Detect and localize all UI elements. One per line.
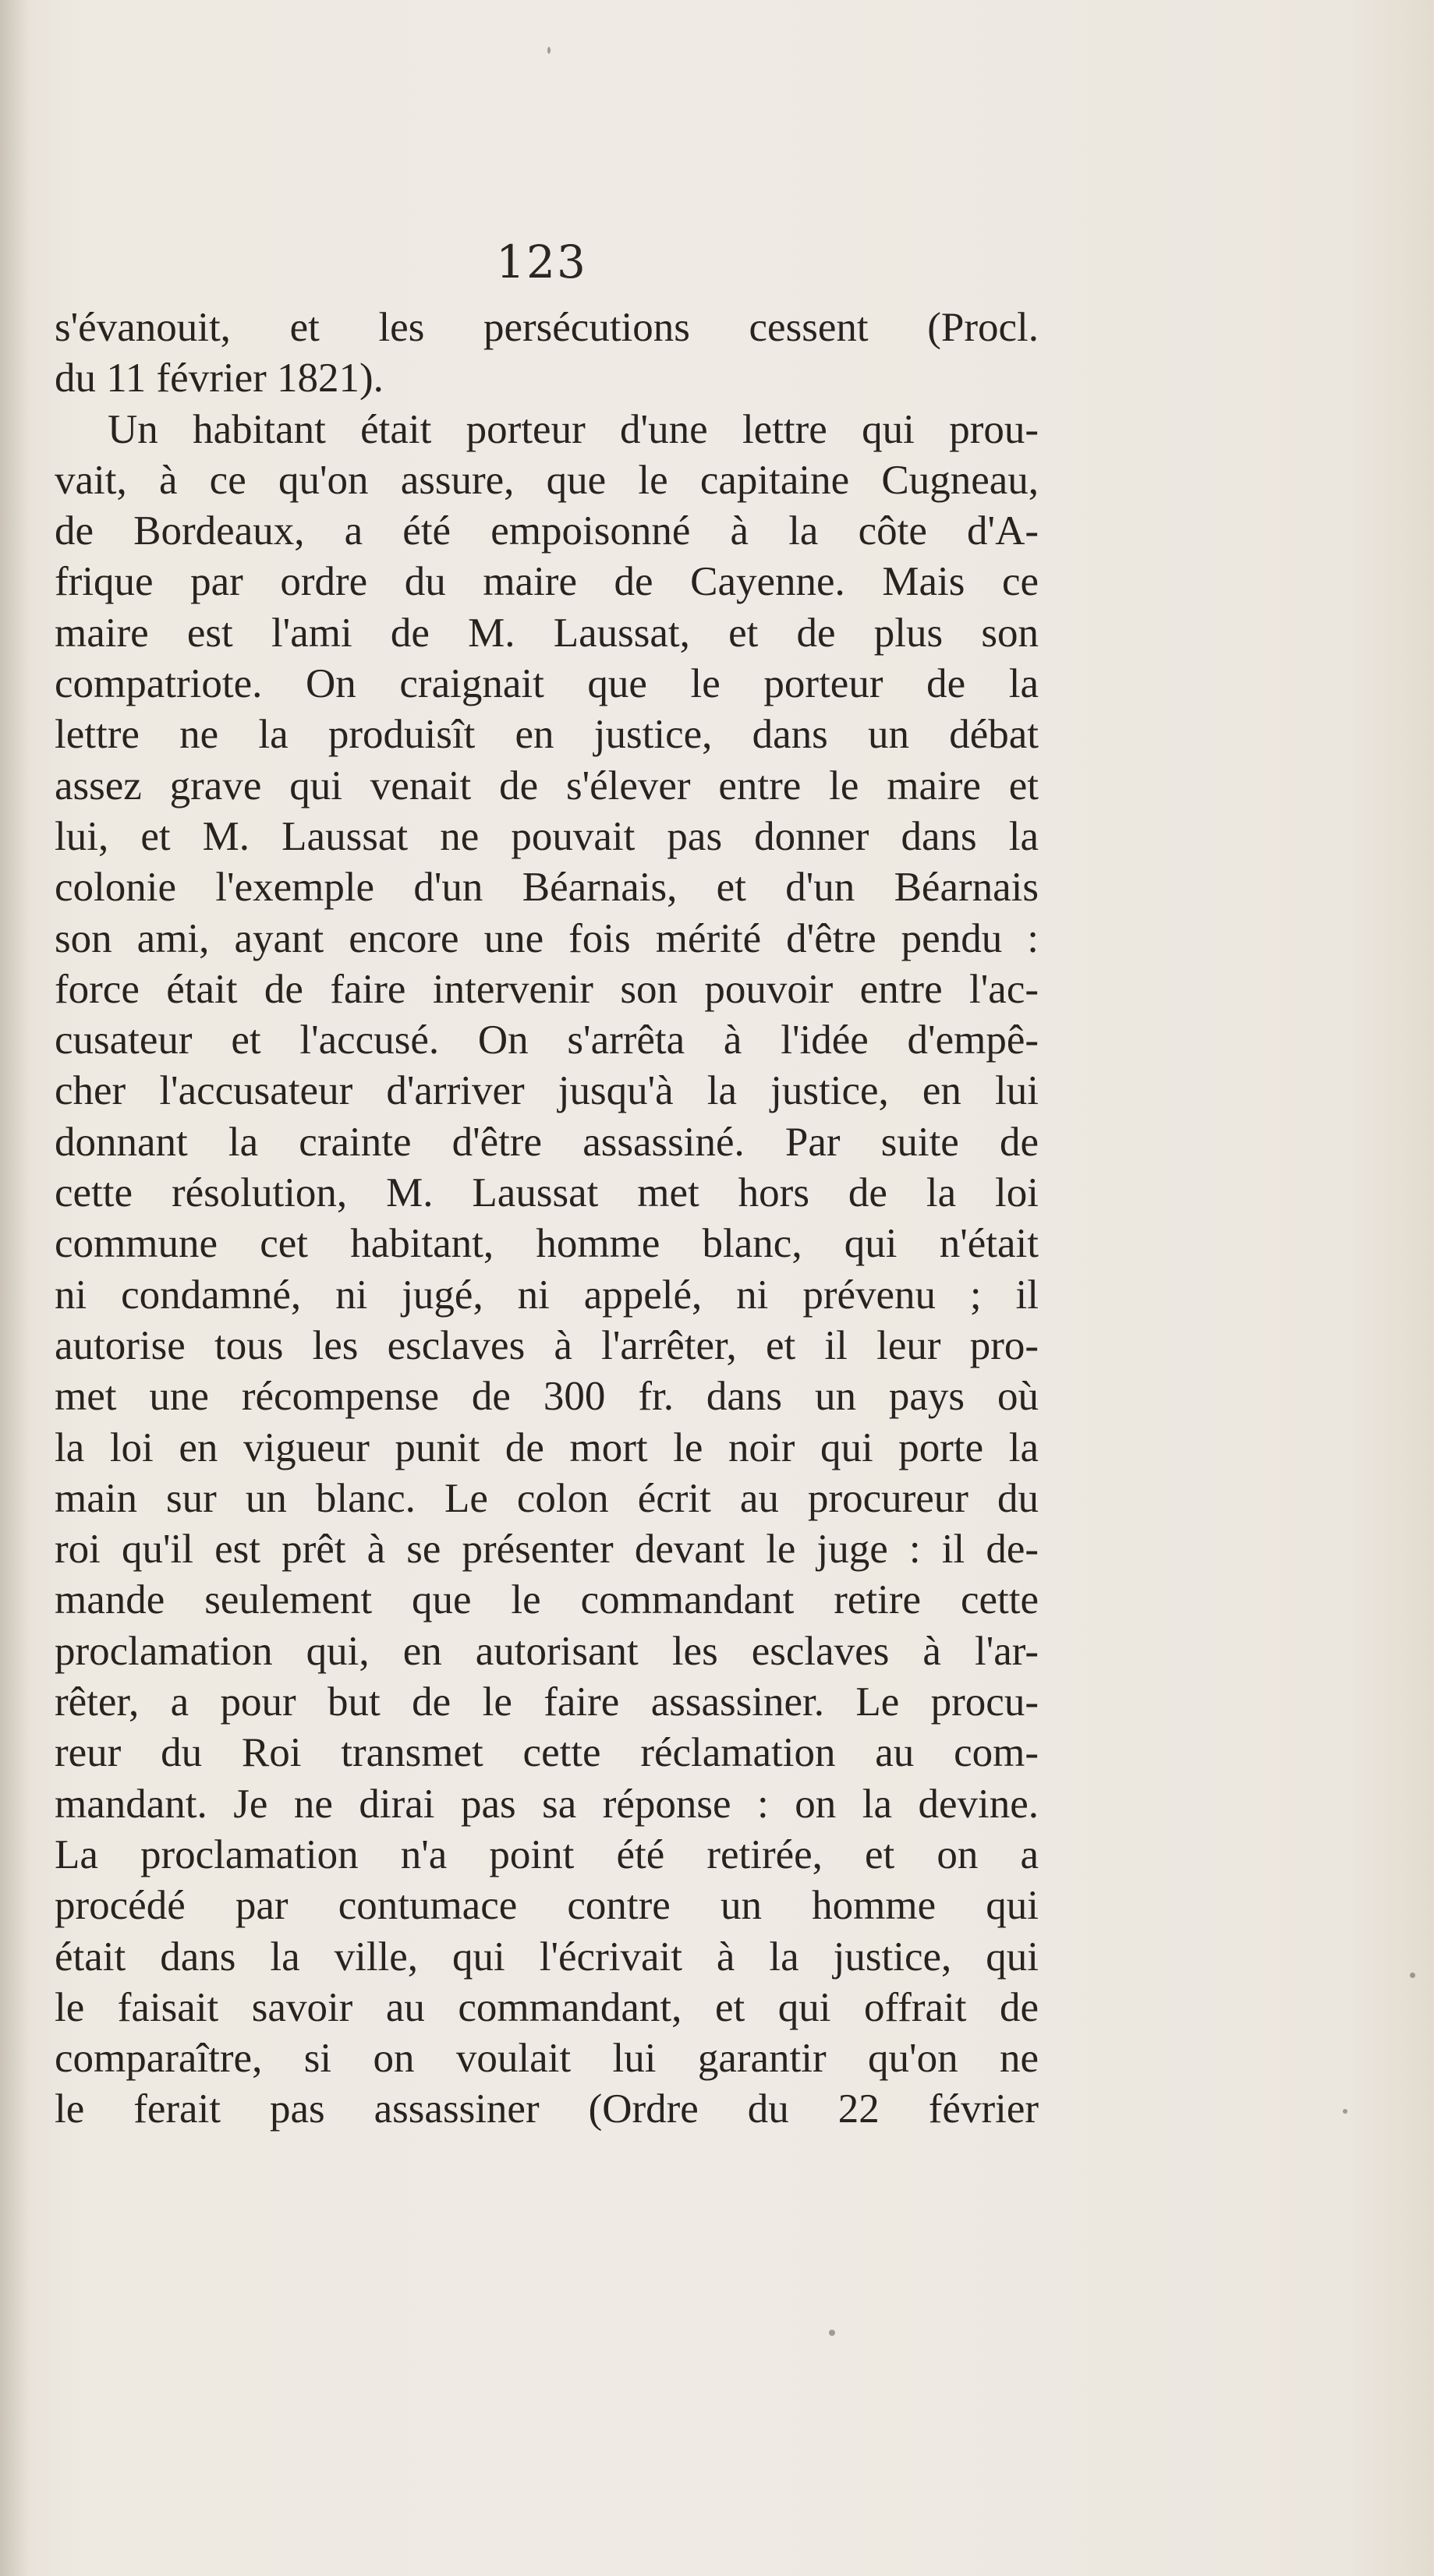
- text-line: met une récompense de 300 fr. dans un pays où: [55, 1374, 1039, 1420]
- text-line: mande seulement que le commandant retire cette: [55, 1577, 1039, 1623]
- text-line: main sur un blanc. Le colon écrit au procureur du: [55, 1475, 1039, 1521]
- text-line: force était de faire intervenir son pouvoir entre l'ac-: [55, 966, 1039, 1012]
- text-line: s'évanouit, et les persécutions cessent (Procl.: [55, 305, 1039, 350]
- text-line: compatriote. On craignait que le porteur de la: [55, 661, 1039, 707]
- text-line: du 11 février 1821).: [55, 356, 384, 402]
- text-line: le ferait pas assassiner (Ordre du 22 février: [55, 2086, 1039, 2132]
- text-line: comparaître, si on voulait lui garantir qu'on ne: [55, 2036, 1039, 2082]
- text-line: autorise tous les esclaves à l'arrêter, et il leur pro-: [55, 1322, 1039, 1368]
- text-line: proclamation qui, en autorisant les esclaves à l'ar-: [55, 1628, 1039, 1674]
- text-line: assez grave qui venait de s'élever entre le maire et: [55, 763, 1039, 809]
- paper-speck: [829, 2330, 835, 2336]
- text-line: frique par ordre du maire de Cayenne. Mais ce: [55, 559, 1039, 605]
- text-line: mandant. Je ne dirai pas sa réponse : on la devine.: [55, 1781, 1039, 1827]
- body-text: [55, 303, 1039, 2135]
- text-line: Un habitant était porteur d'une lettre qui prou-: [108, 406, 1039, 452]
- paper-speck: [547, 47, 551, 54]
- text-line: lui, et M. Laussat ne pouvait pas donner dans la: [55, 813, 1039, 859]
- text-line: rêter, a pour but de le faire assassiner. Le procu-: [55, 1679, 1039, 1725]
- paper-speck: [1410, 1973, 1415, 1978]
- text-line: son ami, ayant encore une fois mérité d'être pendu :: [55, 915, 1039, 961]
- text-line: la loi en vigueur punit de mort le noir qui porte la: [55, 1424, 1039, 1470]
- text-line: cher l'accusateur d'arriver jusqu'à la justice, en lui: [55, 1068, 1039, 1114]
- text-line: cette résolution, M. Laussat met hors de la loi: [55, 1170, 1039, 1216]
- text-line: lettre ne la produisît en justice, dans un débat: [55, 712, 1039, 758]
- text-line: commune cet habitant, homme blanc, qui n'était: [55, 1221, 1039, 1267]
- page-edge-shadow: [0, 0, 30, 2576]
- paper-speck: [1343, 2109, 1347, 2114]
- text-line: donnant la crainte d'être assassiné. Par suite de: [55, 1119, 1039, 1165]
- text-line: vait, à ce qu'on assure, que le capitaine Cugneau,: [55, 457, 1039, 503]
- text-line: était dans la ville, qui l'écrivait à la justice, qui: [55, 1934, 1039, 1980]
- text-line: procédé par contumace contre un homme qui: [55, 1883, 1039, 1929]
- text-line: ni condamné, ni jugé, ni appelé, ni prévenu ; il: [55, 1272, 1039, 1318]
- text-line: colonie l'exemple d'un Béarnais, et d'un Béarnais: [55, 865, 1039, 911]
- text-line: le faisait savoir au commandant, et qui offrait de: [55, 1984, 1039, 2030]
- text-line: roi qu'il est prêt à se présenter devant le juge : il de-: [55, 1527, 1039, 1573]
- page-number: 123: [496, 235, 587, 288]
- text-line: La proclamation n'a point été retirée, et on a: [55, 1831, 1039, 1877]
- text-line: cusateur et l'accusé. On s'arrêta à l'idée d'empê-: [55, 1017, 1039, 1063]
- text-line: maire est l'ami de M. Laussat, et de plus son: [55, 610, 1039, 656]
- text-line: de Bordeaux, a été empoisonné à la côte d'A-: [55, 508, 1039, 554]
- text-line: reur du Roi transmet cette réclamation au com-: [55, 1730, 1039, 1776]
